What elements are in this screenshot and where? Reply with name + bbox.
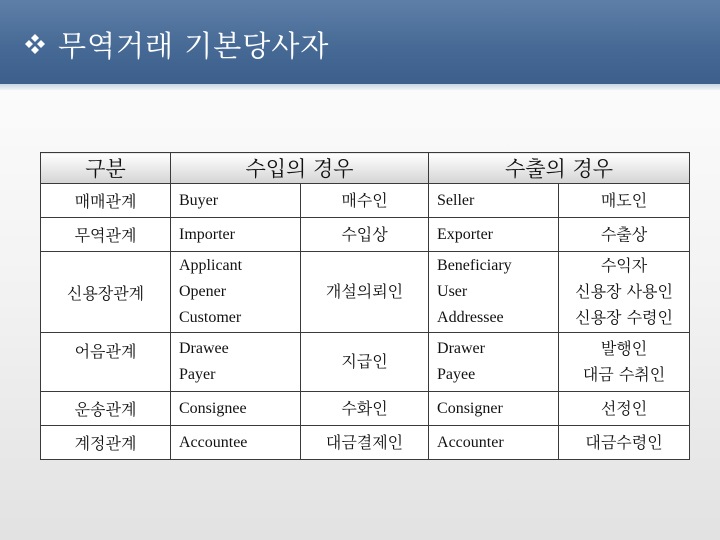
cell-line: Addressee — [437, 309, 504, 326]
table-header-row — [41, 153, 690, 184]
table-row — [41, 333, 690, 392]
table-row — [41, 392, 690, 426]
export-english-term — [429, 333, 559, 392]
cell-line: Drawee — [179, 340, 229, 357]
cell-line: Accountee — [179, 433, 248, 451]
import-korean-term — [301, 426, 429, 460]
cell-line: Importer — [179, 225, 235, 243]
cell-line: Payee — [437, 366, 476, 383]
table-row — [41, 252, 690, 333]
cell-line: 수출상 — [600, 224, 648, 244]
cell-line: Applicant — [179, 257, 243, 274]
import-english-term — [171, 252, 301, 333]
cell-line: 신용장 수령인 — [575, 308, 673, 327]
title-bar — [0, 0, 720, 86]
cell-line: 대금결제인 — [325, 432, 404, 452]
import-korean-term — [301, 184, 429, 218]
row-category: 신용장관계 — [41, 252, 171, 333]
cell-line: Customer — [179, 309, 242, 326]
cell-line: Accounter — [437, 433, 504, 451]
cell-line: 수화인 — [341, 398, 388, 418]
import-korean-term — [301, 218, 429, 252]
export-english-term — [429, 184, 559, 218]
import-english-term — [171, 333, 301, 392]
import-korean-term — [301, 333, 429, 392]
cell-line: 수입상 — [341, 224, 388, 244]
cell-line: 매수인 — [341, 190, 388, 210]
slide-title: 무역거래 기본당사자 — [58, 28, 330, 63]
row-category: 어음관계 — [41, 333, 171, 392]
export-korean-term — [559, 333, 690, 392]
export-korean-term — [559, 252, 690, 333]
cell-line: 선정인 — [600, 398, 648, 418]
import-english-term — [171, 218, 301, 252]
cell-line: Seller — [437, 191, 475, 209]
import-english-term — [171, 426, 301, 460]
export-english-term — [429, 218, 559, 252]
row-category: 무역관계 — [41, 218, 171, 252]
cell-line: 발행인 — [600, 339, 648, 358]
export-english-term — [429, 426, 559, 460]
cell-line: Drawer — [437, 340, 485, 357]
table-row — [41, 218, 690, 252]
cell-line: 개설의뢰인 — [325, 282, 404, 301]
cell-line: Buyer — [179, 191, 219, 209]
header-category: 구분 — [41, 153, 171, 184]
cell-line: Consigner — [437, 399, 503, 417]
import-english-term — [171, 392, 301, 426]
cell-line: Payer — [179, 366, 216, 383]
export-korean-term — [559, 218, 690, 252]
diamond-bullet-icon — [24, 33, 46, 55]
table-row — [41, 426, 690, 460]
table-row — [41, 184, 690, 218]
cell-line: User — [437, 283, 468, 300]
import-korean-term — [301, 252, 429, 333]
export-korean-term — [559, 392, 690, 426]
cell-line: Exporter — [437, 225, 493, 243]
import-english-term — [171, 184, 301, 218]
export-english-term — [429, 392, 559, 426]
export-korean-term — [559, 426, 690, 460]
row-category: 계정관계 — [41, 426, 171, 460]
cell-line: Opener — [179, 283, 227, 300]
trade-parties-table — [40, 152, 690, 460]
header-import: 수입의 경우 — [171, 153, 429, 184]
cell-line: 지급인 — [341, 352, 388, 371]
cell-line: 매도인 — [600, 190, 648, 210]
cell-line: 수익자 — [600, 256, 648, 275]
import-korean-term — [301, 392, 429, 426]
cell-line: 신용장 사용인 — [575, 282, 673, 301]
cell-line: Beneficiary — [437, 257, 512, 274]
row-category: 운송관계 — [41, 392, 171, 426]
cell-line: Consignee — [179, 399, 247, 417]
table-body — [41, 184, 690, 460]
cell-line: 대금수령인 — [585, 432, 663, 452]
row-category: 매매관계 — [41, 184, 171, 218]
export-korean-term — [559, 184, 690, 218]
title-row — [24, 22, 329, 66]
header-export: 수출의 경우 — [429, 153, 690, 184]
cell-line: 대금 수취인 — [582, 365, 666, 384]
export-english-term — [429, 252, 559, 333]
